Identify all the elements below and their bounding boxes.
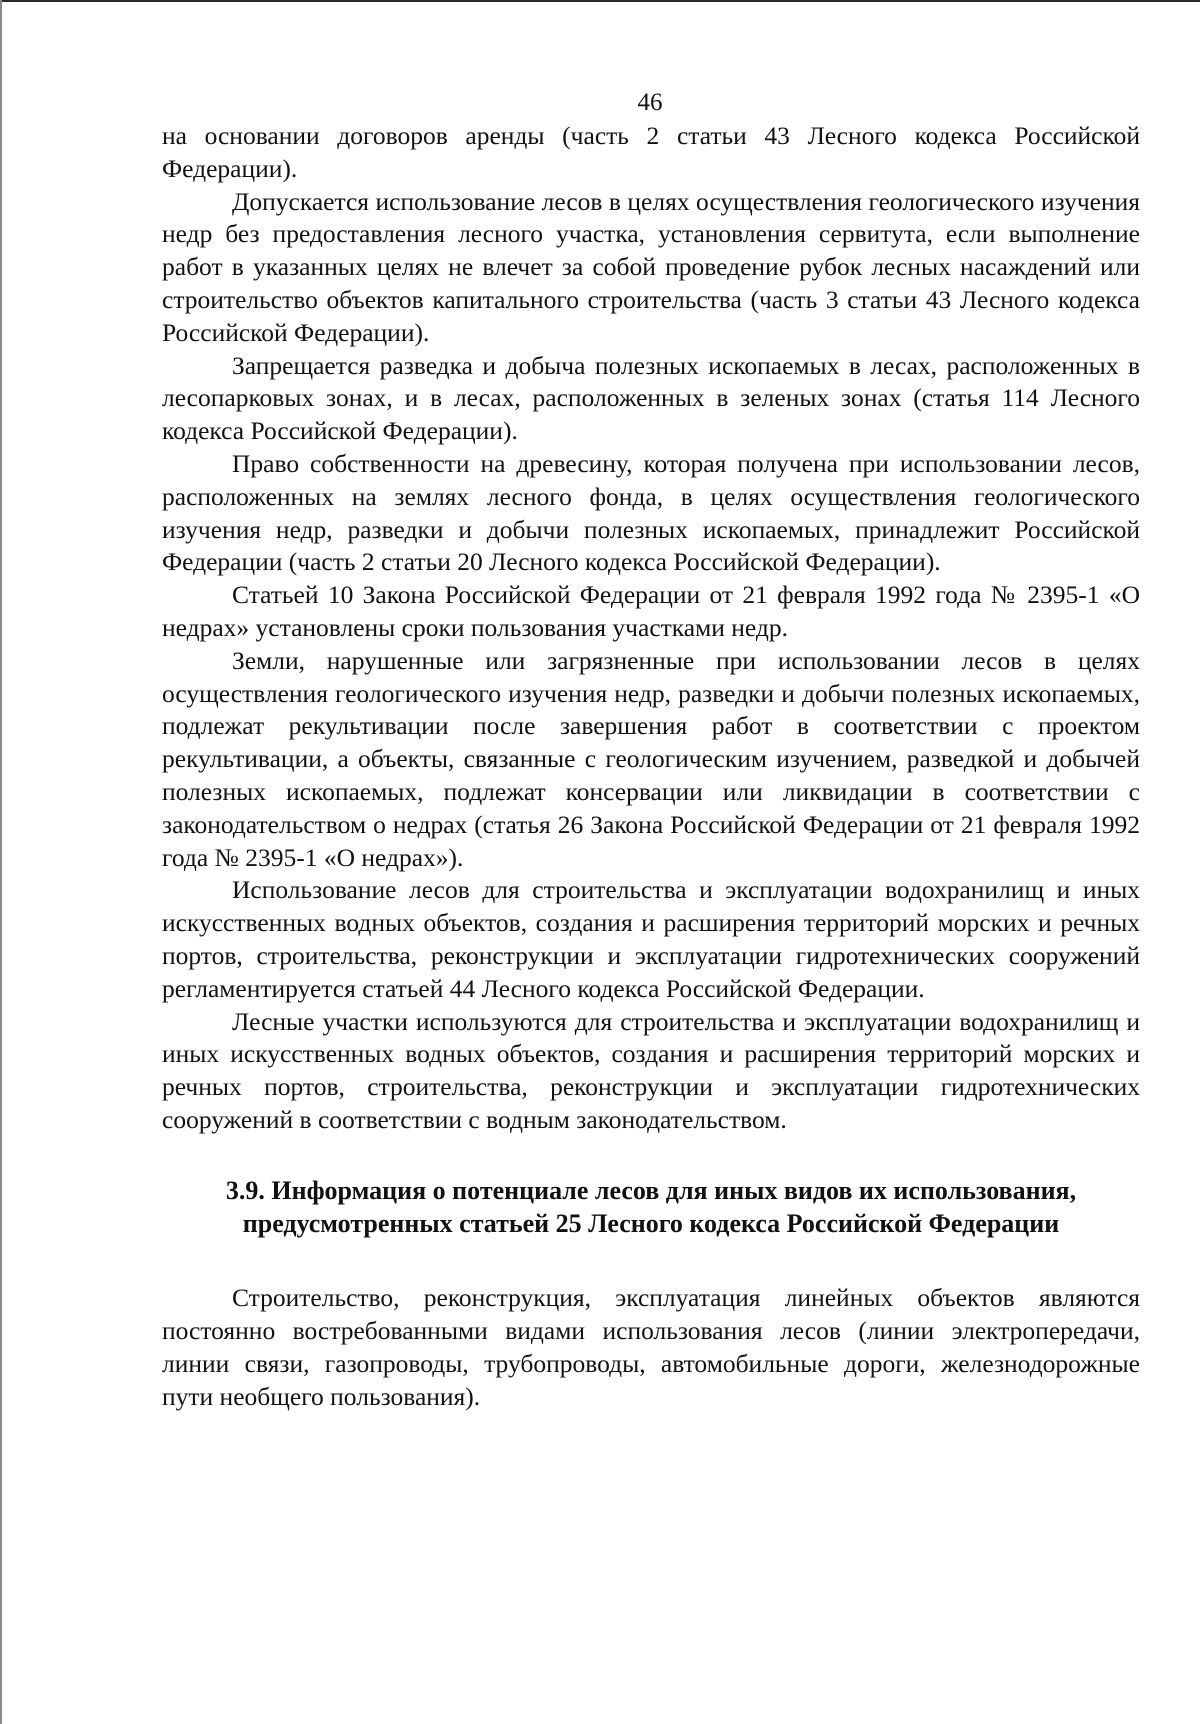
paragraph-subsoil-law: Статьей 10 Закона Российской Федерации от 21 февраля 1992 года № 2395-1 «О недрах» установлены сроки пользования участками недр.: [162, 580, 1140, 642]
paragraph-forest-plots-use: Лесные участки используются для строительства и эксплуатации водохранилищ и иных искусственных водных объектов, создания и расширения территорий морских и речных портов, строительства, реконструкции и эксплуатации гидротехнических сооружений в соответствии с водным законодательством.: [162, 1006, 1140, 1134]
paragraph-geological-study: Допускается использование лесов в целях осуществления геологического изучения недр без предоставления лесного участка, установления сервитута, если выполнение работ в указанных целях не влечет за собой проведение рубок лесных насаждений или строительство объектов капитального строительства (часть 3 статьи 43 Лесного кодекса Российской Федерации).: [162, 186, 1140, 347]
paragraph-land-recultivation: Земли, нарушенные или загрязненные при использовании лесов в целях осуществления геологического изучения недр, разведки и добычи полезных ископаемых, подлежат рекультивации после завершения работ в соответствии с проектом рекультивации, а объекты, связанные с геологическим изучением, разведкой и добычей полезных ископаемых, подлежат консервации или ликвидации в соответствии с законодательством о недрах (статья 26 Закона Российской Федерации от 21 февраля 1992 года № 2395-1 «О недрах»).: [162, 645, 1140, 872]
paragraph-continuation: на основании договоров аренды (часть 2 статьи 43 Лесного кодекса Российской Федерации).: [162, 121, 1140, 183]
paragraph-reservoirs-regulation: Использование лесов для строительства и эксплуатации водохранилищ и иных искусственных водных объектов, создания и расширения территорий морских и речных портов, строительства, реконструкции и эксплуатации гидротехнических сооружений регламентируется статьей 44 Лесного кодекса Российской Федерации.: [162, 875, 1140, 1003]
page-number: 46: [637, 89, 663, 116]
section-heading: 3.9. Информация о потенциале лесов для иных видов их использования, предусмотренных статьей 25 Лесного кодекса Российской Федерации: [225, 1175, 1077, 1238]
paragraph-prohibition: Запрещается разведка и добыча полезных ископаемых в лесах, расположенных в лесопарковых зонах, и в лесах, расположенных в зеленых зонах (статья 114 Лесного кодекса Российской Федерации).: [162, 350, 1140, 446]
scan-edge-left: [0, 0, 2, 1724]
document-body: [162, 120, 1140, 1413]
paragraph-timber-ownership: Право собственности на древесину, которая получена при использовании лесов, расположенных на землях лесного фонда, в целях осуществления геологического изучения недр, разведки и добычи полезных ископаемых, принадлежит Российской Федерации (часть 2 статьи 20 Лесного кодекса Российской Федерации).: [162, 448, 1140, 577]
paragraph-linear-objects: Строительство, реконструкция, эксплуатация линейных объектов являются постоянно востребованными видами использования лесов (линии электропередачи, линии связи, газопроводы, трубопроводы, автомобильные дороги, железнодорожные пути необщего пользования).: [162, 1283, 1140, 1411]
scan-edge-top: [0, 0, 1200, 2]
